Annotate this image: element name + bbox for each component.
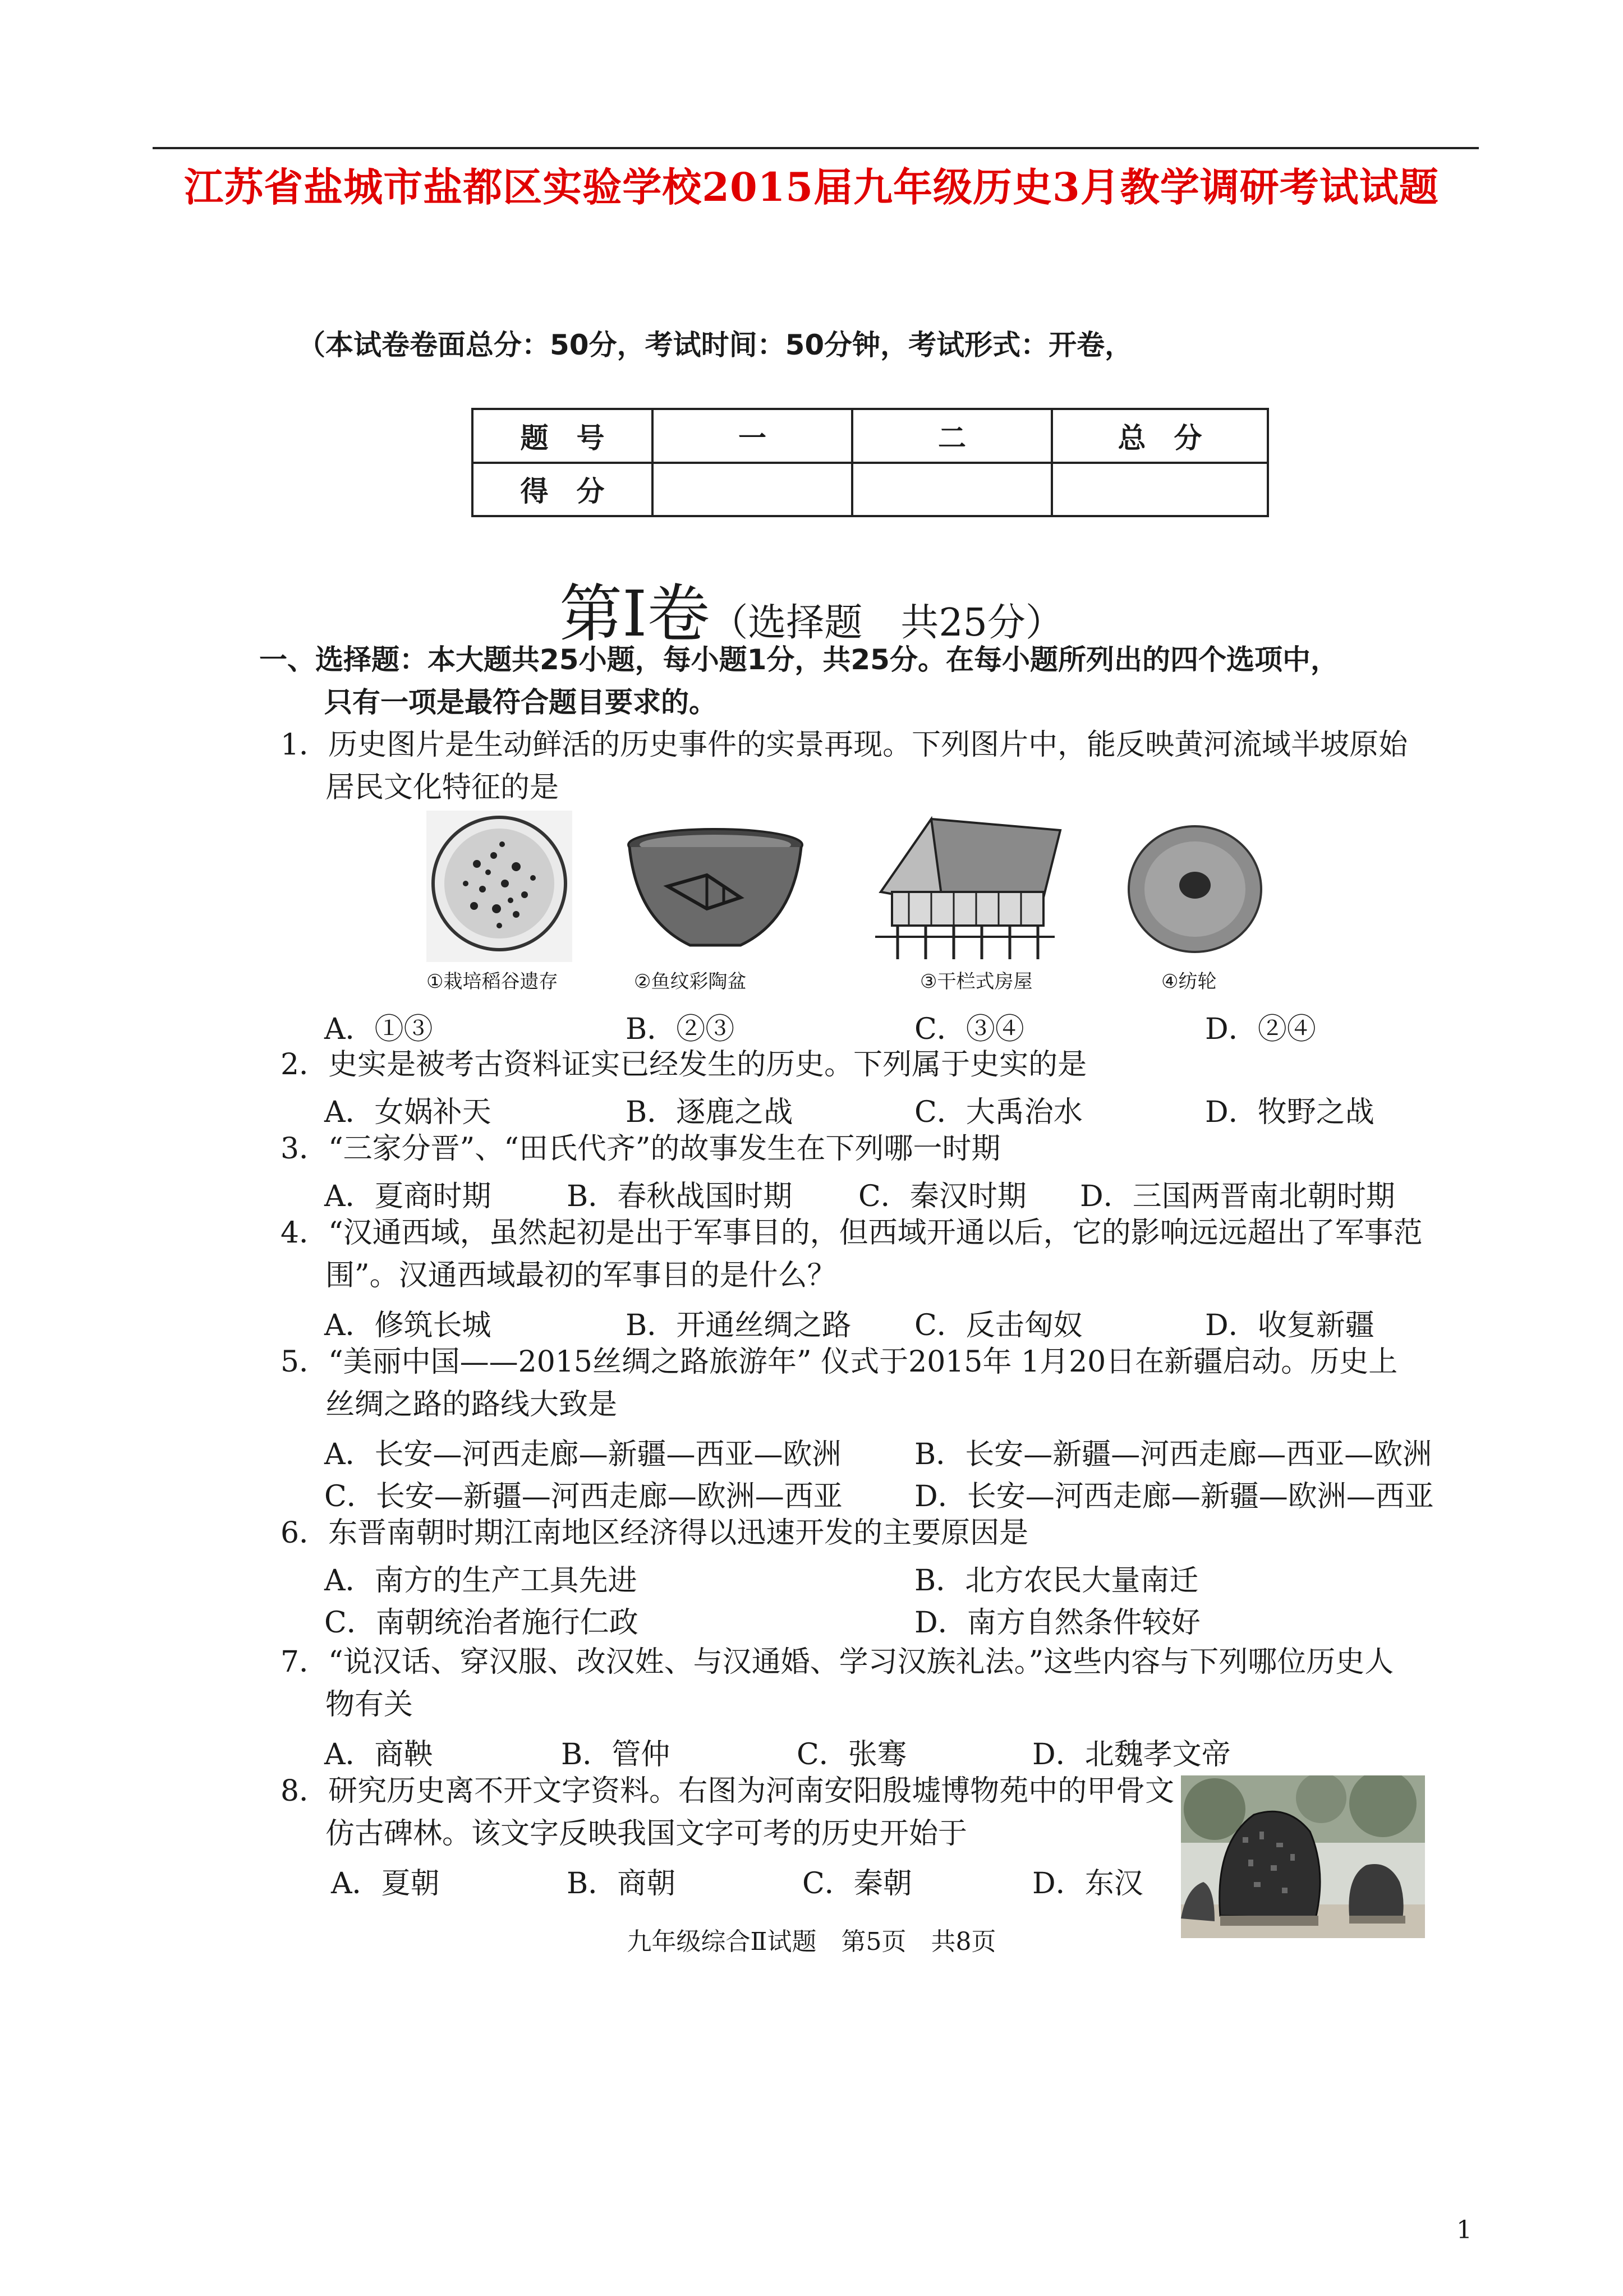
option-a: A．长安—河西走廊—新疆—西亚—欧洲 [324,1438,842,1471]
question-text: 7．“说汉话、穿汉服、改汉姓、与汉通婚、学习汉族礼法。”这些内容与下列哪位历史人 [281,1645,1394,1679]
question-text: 4．“汉通西域，虽然起初是出于军事目的，但西域开通以后，它的影响远远超出了军事范 [281,1216,1423,1250]
option-b: B．②③ [626,1013,735,1046]
question-4 [281,1212,1423,1297]
page-footer: 九年级综合Ⅱ试题 第5页 共8页 [627,1927,996,1956]
option-a: A．南方的生产工具先进 [324,1564,637,1598]
volume-title-main: 第Ⅰ卷 [559,578,710,651]
figure-caption: ①栽培稻谷遗存 [426,970,558,993]
question-5 [281,1341,1397,1426]
option-b: B．商朝 [567,1867,676,1901]
option-a: A．女娲补天 [324,1096,491,1129]
option-d: D．牧野之战 [1205,1096,1374,1129]
option-c: C．南朝统治者施行仁政 [324,1606,638,1640]
option-d: D．北魏孝文帝 [1032,1738,1231,1772]
figure-caption: ③干栏式房屋 [920,970,1033,993]
score-table [471,408,1269,517]
score-header-cell: 题 号 [472,409,652,463]
option-d: D．长安—河西走廊—新疆—欧洲—西亚 [914,1480,1434,1513]
score-cell [1052,463,1268,517]
option-c: C．大禹治水 [914,1096,1083,1129]
option-c: C．反击匈奴 [914,1309,1083,1342]
question-text: 5．“美丽中国——2015丝绸之路旅游年” 仪式于2015年 1月20日在新疆启动。历史上 [281,1345,1398,1379]
question-text: 物有关 [325,1688,413,1722]
option-b: B．春秋战国时期 [567,1180,793,1213]
option-c: C．秦汉时期 [858,1180,1027,1213]
option-b: B．长安—新疆—河西走廊—西亚—欧洲 [914,1438,1432,1471]
volume-title-sub: （选择题 共25分） [710,601,1064,645]
option-c: C．张骞 [797,1738,907,1772]
option-d: D．三国两晋南北朝时期 [1080,1180,1395,1213]
figure-rice-remains [426,811,572,962]
question-text: 8．研究历史离不开文字资料。右图为河南安阳殷墟博物苑中的甲骨文 [281,1774,1175,1808]
section-heading [259,638,1339,724]
option-d: D．东汉 [1032,1867,1143,1901]
option-b: B．开通丝绸之路 [626,1309,852,1342]
question-8 [281,1770,1174,1855]
score-header-cell: 总 分 [1052,409,1268,463]
figure-painted-pottery-basin [623,825,808,959]
figure-caption: ②鱼纹彩陶盆 [634,970,747,993]
question-7 [281,1641,1394,1726]
question-text: 1．历史图片是生动鲜活的历史事件的实景再现。下列图片中，能反映黄河流域半坡原始 [281,728,1408,762]
question-1 [281,724,1408,809]
page-number: 1 [1456,2216,1472,2244]
option-b: B．逐鹿之战 [626,1096,793,1129]
option-a: A．修筑长城 [324,1309,491,1342]
figure-stilt-house [858,808,1072,965]
option-d: D．②④ [1205,1013,1316,1046]
option-c: C．③④ [914,1013,1024,1046]
question-text: 仿古碑林。该文字反映我国文字可考的历史开始于 [325,1817,968,1851]
option-a: A．商鞅 [324,1738,433,1772]
document-title: 江苏省盐城市盐都区实验学校2015届九年级历史3月教学调研考试试题 [184,164,1439,210]
score-header-cell: 二 [852,409,1052,463]
score-row-label: 得 分 [472,463,652,517]
option-d: D．收复新疆 [1205,1309,1374,1342]
figure-caption: ④纺轮 [1161,970,1217,993]
question-2: 2．史实是被考古资料证实已经发生的历史。下列属于史实的是 [281,1048,1087,1082]
option-a: A．夏商时期 [324,1180,491,1213]
question-text: 围”。汉通西域最初的军事目的是什么？ [325,1259,836,1292]
question-6: 6．东晋南朝时期江南地区经济得以迅速开发的主要原因是 [281,1516,1029,1550]
score-cell [852,463,1052,517]
option-b: B．管仲 [561,1738,670,1772]
section-heading-line2: 只有一项是最符合题目要求的。 [324,686,717,719]
option-d: D．南方自然条件较好 [914,1606,1201,1640]
question-text: 居民文化特征的是 [325,771,559,804]
score-cell [652,463,852,517]
section-heading-line1: 一、选择题：本大题共25小题，每小题1分，共25分。在每小题所列出的四个选项中， [259,643,1339,676]
score-header-cell: 一 [652,409,852,463]
option-c: C．秦朝 [802,1867,912,1901]
question-text: 丝绸之路的路线大致是 [325,1388,618,1421]
option-c: C．长安—新疆—河西走廊—欧洲—西亚 [324,1480,843,1513]
figure-oracle-bone-stele-forest [1181,1775,1425,1938]
figure-spindle-whorl [1122,819,1268,959]
option-a: A．夏朝 [331,1867,440,1901]
exam-info: （本试卷卷面总分：50分，考试时间：50分钟，考试形式：开卷， [297,329,1133,361]
top-rule [153,147,1479,149]
option-a: A．①③ [324,1013,433,1046]
option-b: B．北方农民大量南迁 [914,1564,1199,1598]
question-3: 3．“三家分晋”、“田氏代齐”的故事发生在下列哪一时期 [281,1132,1001,1166]
